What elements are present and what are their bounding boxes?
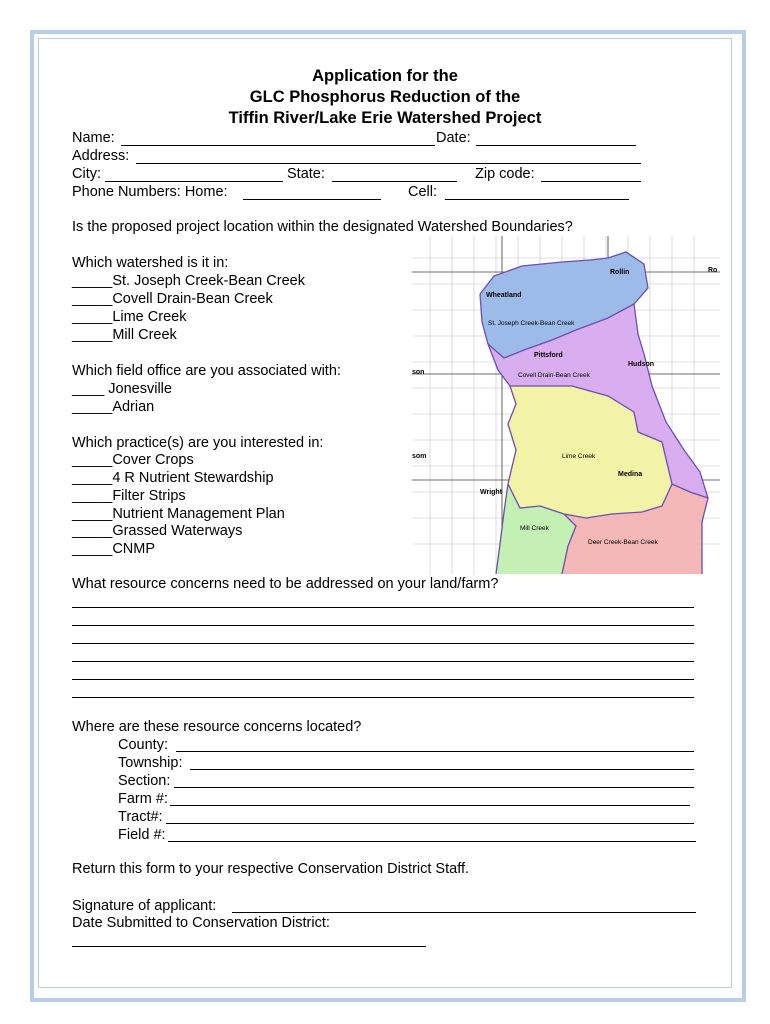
farm-label: Farm #: xyxy=(118,791,168,807)
concerns-line[interactable] xyxy=(72,625,694,626)
practice-option[interactable]: _____Grassed Waterways xyxy=(72,523,243,539)
map-label-medina: Medina xyxy=(618,471,643,478)
signature-field[interactable] xyxy=(232,912,696,913)
city-label: City: xyxy=(72,166,101,182)
map-label-wheatland: Wheatland xyxy=(486,292,522,299)
watershed-option[interactable]: _____Mill Creek xyxy=(72,327,177,343)
located-prompt: Where are these resource concerns located? xyxy=(72,719,362,735)
title-line-3: Tiffin River/Lake Erie Watershed Project xyxy=(228,109,542,127)
signature-label: Signature of applicant: xyxy=(72,898,217,914)
city-field[interactable] xyxy=(105,181,283,182)
date-label: Date: xyxy=(436,130,471,146)
concerns-line[interactable] xyxy=(72,643,694,644)
concerns-line[interactable] xyxy=(72,607,694,608)
practice-option[interactable]: _____CNMP xyxy=(72,541,156,557)
state-label: State: xyxy=(287,166,325,182)
map-label-deer: Deer Creek-Bean Creek xyxy=(588,539,658,546)
watershed-map xyxy=(412,236,720,574)
watershed-prompt: Which watershed is it in: xyxy=(72,255,229,271)
map-label-som: som xyxy=(412,453,427,460)
map-label-lime: Lime Creek xyxy=(562,453,596,460)
field-field[interactable] xyxy=(168,841,696,842)
location-question: Is the proposed project location within the designated Watershed Boundaries? xyxy=(72,219,573,235)
phone-home-label: Phone Numbers: Home: xyxy=(72,184,228,200)
map-label-son: son xyxy=(412,369,425,376)
address-label: Address: xyxy=(72,148,130,164)
return-note: Return this form to your respective Conservation District Staff. xyxy=(72,861,470,877)
map-label-hudson: Hudson xyxy=(628,361,655,368)
watershed-option[interactable]: _____Covell Drain-Bean Creek xyxy=(72,291,273,307)
address-field[interactable] xyxy=(136,163,641,164)
title-line-1: Application for the xyxy=(312,67,458,85)
phone-home-field[interactable] xyxy=(243,199,381,200)
office-option[interactable]: ____ Jonesville xyxy=(72,381,172,397)
map-label-mill: Mill Creek xyxy=(520,525,549,532)
field-label: Field #: xyxy=(118,827,166,843)
map-label-rollin: Rollin xyxy=(610,269,630,276)
tract-label: Tract#: xyxy=(118,809,163,825)
date-submitted-field[interactable] xyxy=(72,946,426,947)
township-label: Township: xyxy=(118,755,183,771)
practice-option[interactable]: _____4 R Nutrient Stewardship xyxy=(72,470,274,486)
section-label: Section: xyxy=(118,773,171,789)
map-label-ro: Ro xyxy=(708,267,718,274)
practice-option[interactable]: _____Filter Strips xyxy=(72,488,186,504)
office-prompt: Which field office are you associated with: xyxy=(72,363,341,379)
watershed-option[interactable]: _____Lime Creek xyxy=(72,309,187,325)
map-label-pittsford: Pittsford xyxy=(534,352,563,359)
zip-label: Zip code: xyxy=(475,166,535,182)
name-field[interactable] xyxy=(121,145,435,146)
map-label-st-joseph: St. Joseph Creek-Bean Creek xyxy=(488,320,575,327)
watershed-option[interactable]: _____St. Joseph Creek-Bean Creek xyxy=(72,273,305,289)
map-label-wright: Wright xyxy=(480,489,503,496)
cell-label: Cell: xyxy=(408,184,438,200)
county-label: County: xyxy=(118,737,168,753)
tract-field[interactable] xyxy=(166,823,694,824)
state-field[interactable] xyxy=(332,181,457,182)
practice-option[interactable]: _____Cover Crops xyxy=(72,452,194,468)
county-field[interactable] xyxy=(176,751,694,752)
farm-field[interactable] xyxy=(170,805,690,806)
office-option[interactable]: _____Adrian xyxy=(72,399,155,415)
cell-field[interactable] xyxy=(445,199,629,200)
concerns-line[interactable] xyxy=(72,697,694,698)
concerns-line[interactable] xyxy=(72,679,694,680)
zip-field[interactable] xyxy=(541,181,641,182)
township-field[interactable] xyxy=(190,769,694,770)
concerns-line[interactable] xyxy=(72,661,694,662)
date-field[interactable] xyxy=(476,145,636,146)
name-label: Name: xyxy=(72,130,115,146)
title-line-2: GLC Phosphorus Reduction of the xyxy=(249,88,521,106)
practice-prompt: Which practice(s) are you interested in: xyxy=(72,435,324,451)
map-label-covell: Covell Drain-Bean Creek xyxy=(518,372,590,379)
concerns-question: What resource concerns need to be addressed on your land/farm? xyxy=(72,576,499,592)
date-submitted-label: Date Submitted to Conservation District: xyxy=(72,915,330,931)
section-field[interactable] xyxy=(174,787,694,788)
practice-option[interactable]: _____Nutrient Management Plan xyxy=(72,506,285,522)
